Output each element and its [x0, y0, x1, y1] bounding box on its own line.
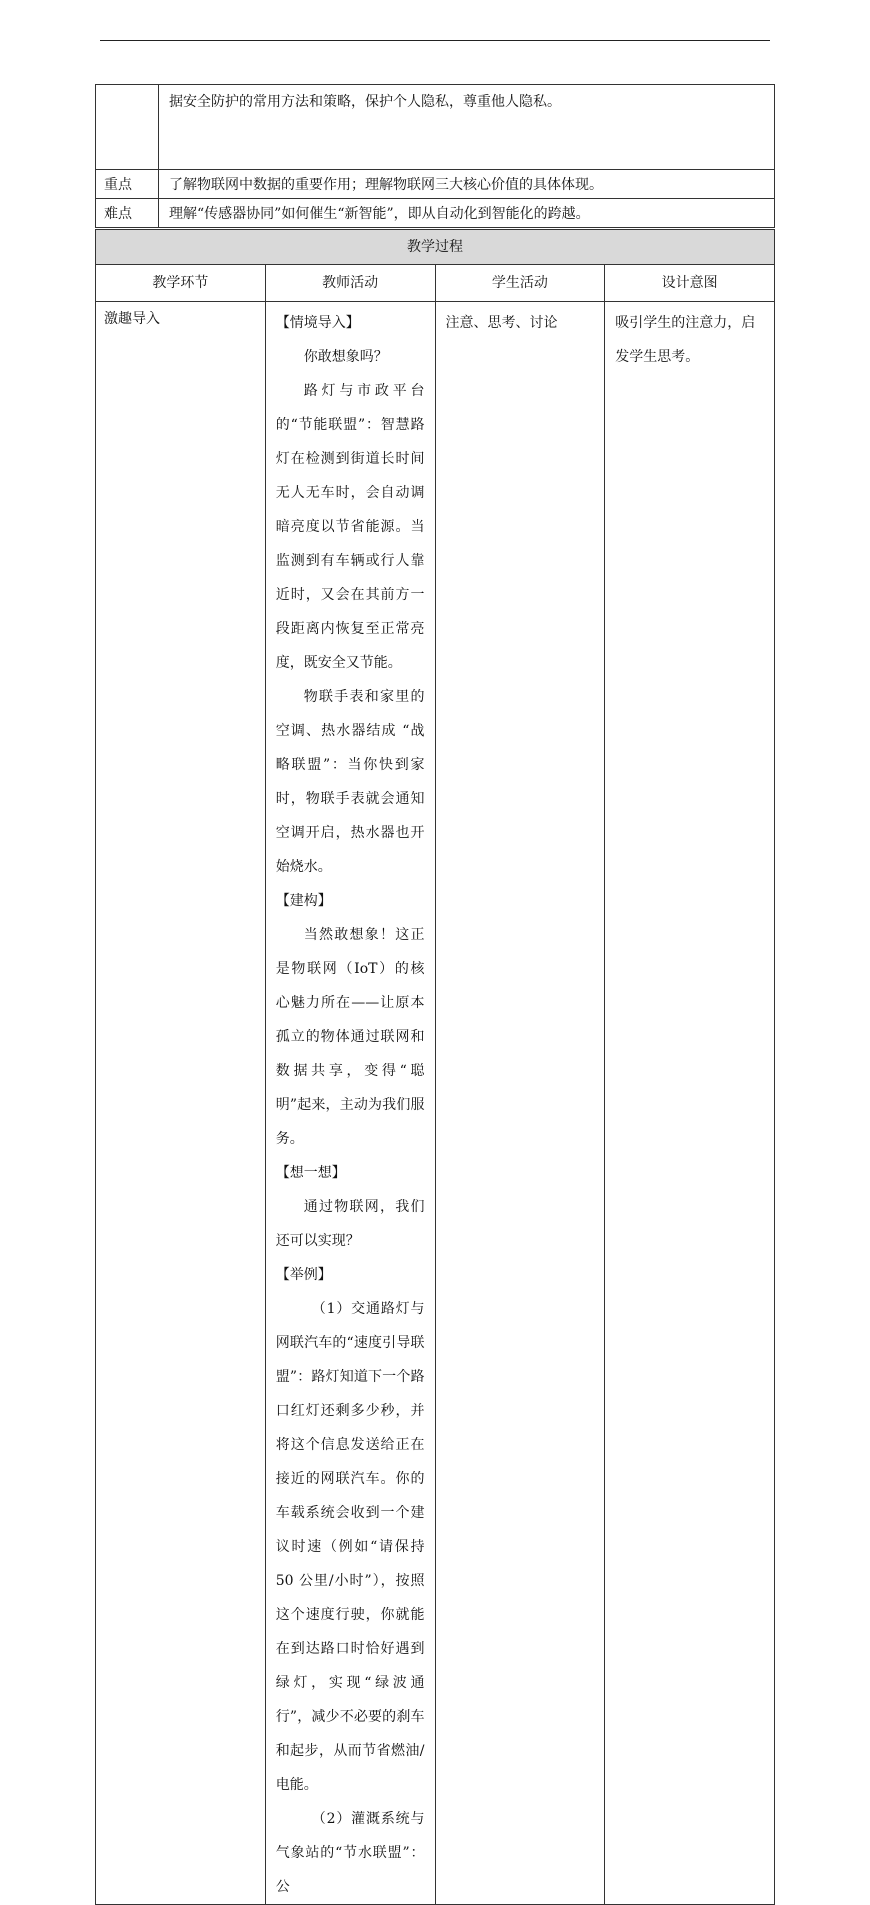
teacher-heading-construct: 【建构】 — [275, 893, 332, 909]
objectives-table — [95, 84, 775, 228]
column-header-design: 设计意图 — [605, 265, 775, 302]
row-label-empty — [96, 85, 159, 170]
student-activity: 注意、思考、讨论 — [435, 302, 605, 1905]
phase-name: 激趣导入 — [96, 302, 266, 1905]
teacher-example-1: （1）交通路灯与网联汽车的“速度引导联盟”：路灯知道下一个路口红灯还剩多少秒，并将这个信息发送给正在接近的网联汽车。你的车载系统会收到一个建议时速（例如“请保持 50 公里/小时”），按照这个速度行驶，你就能在到达路口时恰好遇到绿灯，实现“绿波通行”，减少不必要的刹车和起步，从而节省燃油/电能。 — [275, 1301, 425, 1793]
teacher-heading-think: 【想一想】 — [275, 1165, 346, 1181]
column-header-row — [96, 265, 775, 302]
teacher-paragraph: 当然敢想象！这正是物联网（IoT）的核心魅力所在——让原本孤立的物体通过联网和数据共享，变得“聪明”起来，主动为我们服务。 — [275, 927, 425, 1147]
teacher-example-2: （2）灌溉系统与气象站的“节水联盟”：公 — [275, 1811, 425, 1895]
teacher-paragraph: 你敢想象吗？ — [303, 349, 388, 365]
teacher-heading-scenario: 【情境导入】 — [275, 315, 360, 331]
teacher-paragraph: 通过物联网，我们还可以实现？ — [275, 1199, 425, 1249]
difficulty-label: 难点 — [96, 199, 159, 228]
teacher-heading-example: 【举例】 — [275, 1267, 332, 1283]
difficulty-row — [96, 199, 775, 228]
design-intent: 吸引学生的注意力，启发学生思考。 — [605, 302, 775, 1905]
teacher-paragraph: 路灯与市政平台的“节能联盟”：智慧路灯在检测到街道长时间无人无车时，会自动调暗亮度以节省能源。当监测到有车辆或行人靠近时，又会在其前方一段距离内恢复至正常亮度，既安全又节能。 — [275, 383, 425, 671]
teacher-paragraph: 物联手表和家里的空调、热水器结成 “战略联盟”：当你快到家时，物联手表就会通知空调开启，热水器也开始烧水。 — [275, 689, 425, 875]
teacher-activity — [265, 302, 435, 1905]
section-header-row — [96, 230, 775, 265]
column-header-phase: 教学环节 — [96, 265, 266, 302]
key-point-row — [96, 170, 775, 199]
column-header-teacher: 教师活动 — [265, 265, 435, 302]
column-header-student: 学生活动 — [435, 265, 605, 302]
key-point-label: 重点 — [96, 170, 159, 199]
section-title: 教学过程 — [96, 230, 775, 265]
objectives-continued-text: 据安全防护的常用方法和策略，保护个人隐私，尊重他人隐私。 — [159, 85, 775, 170]
page-header-rule — [100, 40, 770, 41]
process-row — [96, 302, 775, 1905]
key-point-text: 了解物联网中数据的重要作用；理解物联网三大核心价值的具体体现。 — [159, 170, 775, 199]
difficulty-text: 理解“传感器协同”如何催生“新智能”，即从自动化到智能化的跨越。 — [159, 199, 775, 228]
teaching-process-table — [95, 229, 775, 1905]
objectives-row-continued — [96, 85, 775, 170]
